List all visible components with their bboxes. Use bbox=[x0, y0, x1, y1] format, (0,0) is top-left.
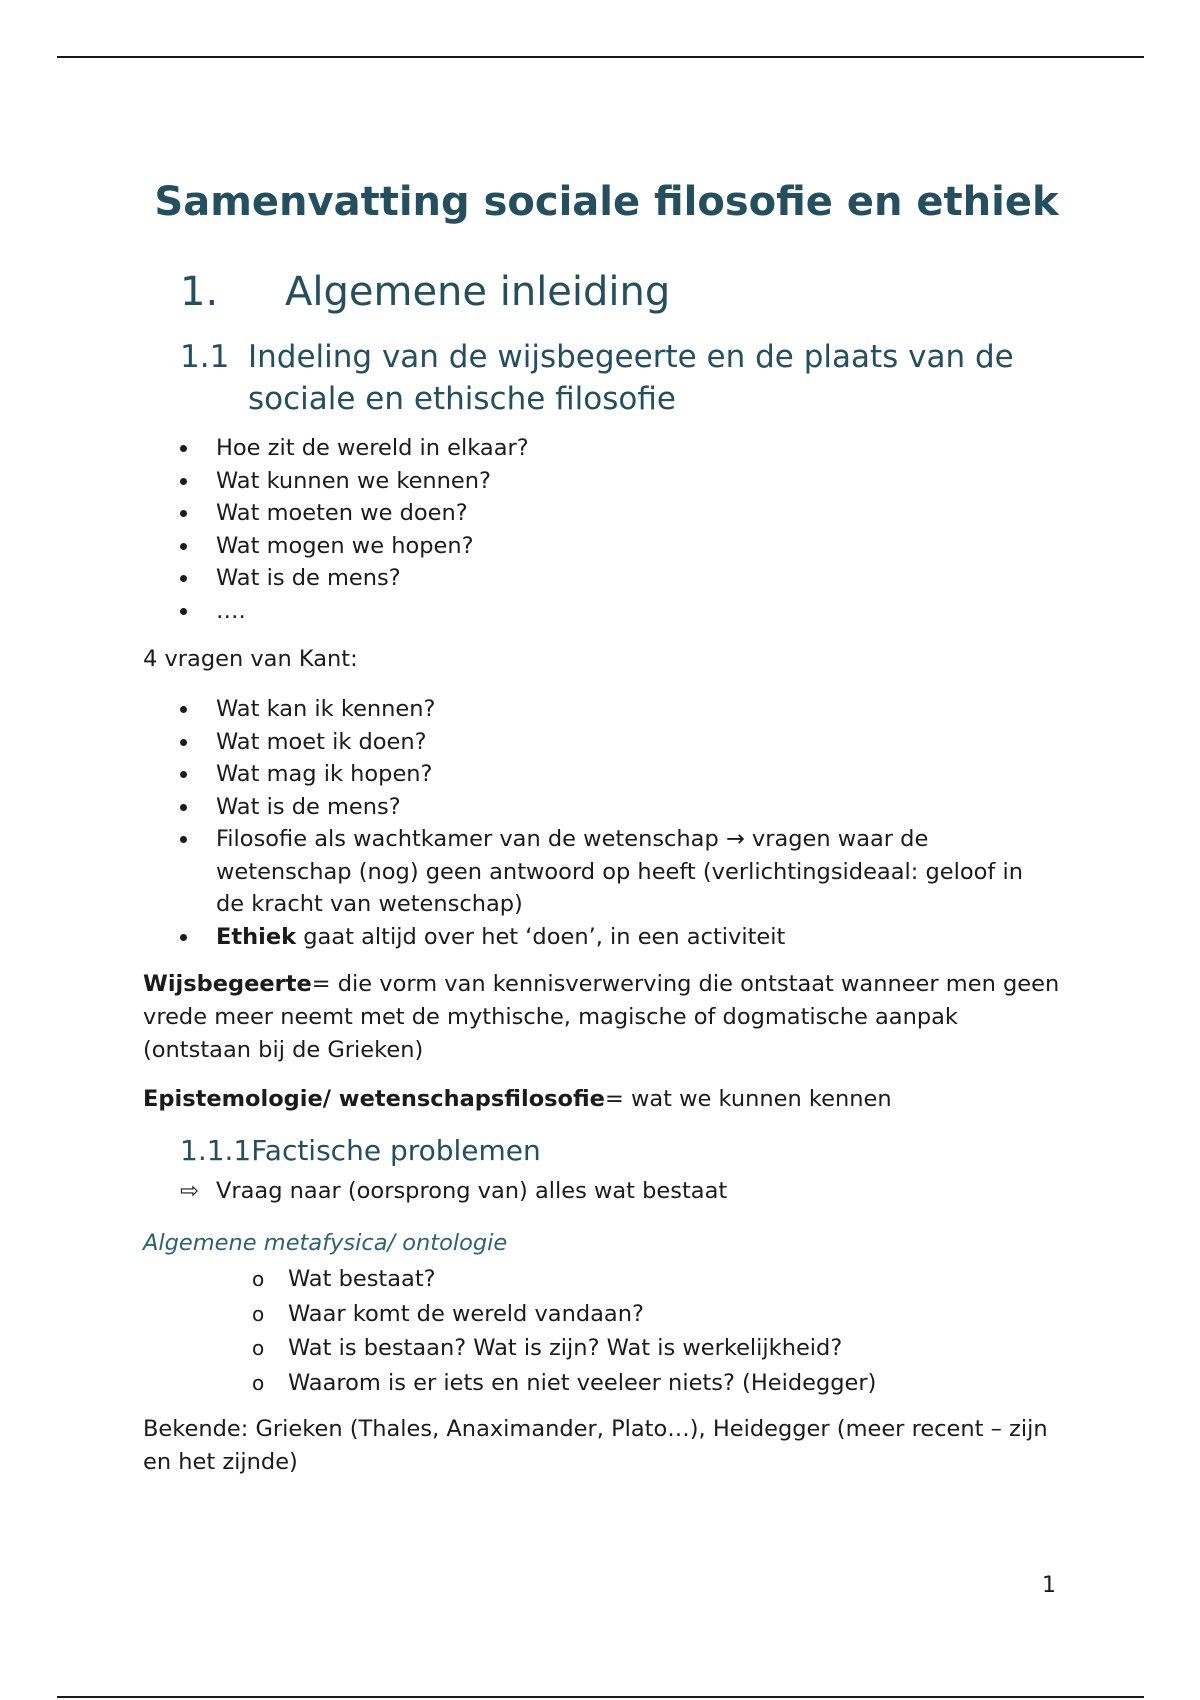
list-item: Wat mag ik hopen? bbox=[0, 758, 1056, 791]
header-rule bbox=[57, 56, 1144, 58]
bullet-icon bbox=[180, 608, 187, 615]
document-title: Samenvatting sociale filosofie en ethiek bbox=[154, 179, 1059, 225]
circle-bullet-icon: o bbox=[252, 1267, 265, 1291]
list-item: Hoe zit de wereld in elkaar? bbox=[0, 432, 1056, 465]
heading-2-text: Indeling van de wijsbegeerte en de plaats van de sociale en ethische filosofie bbox=[248, 339, 1014, 417]
bullet-icon bbox=[180, 804, 187, 811]
circle-bullet-icon: o bbox=[252, 1301, 265, 1326]
heading-1-number: 1. bbox=[180, 269, 219, 315]
list-item: Ethiek gaat altijd over het ‘doen’, in een activiteit bbox=[0, 921, 1056, 954]
list-item: o Waar komt de wereld vandaan? bbox=[0, 1297, 876, 1332]
list-item: Wat kan ik kennen? bbox=[0, 693, 1056, 726]
circle-bullet-icon: o bbox=[252, 1370, 265, 1395]
bullet-icon bbox=[180, 934, 187, 941]
list-item: Filosofie als wachtkamer van de wetenschap → vragen waar de wetenschap (nog) geen antwoord op heeft (verlichtingsideaal: geloof in de kracht van wetenschap) bbox=[0, 823, 1056, 921]
kant-intro: 4 vragen van Kant: bbox=[143, 646, 358, 672]
list-item: Wat moet ik doen? bbox=[0, 726, 1056, 759]
circle-bullet-icon: o bbox=[252, 1336, 265, 1360]
bullet-icon bbox=[180, 771, 187, 778]
list-item: o Waarom is er iets en niet veeleer niets? (Heidegger) bbox=[0, 1366, 876, 1401]
heading-2 bbox=[180, 336, 1060, 420]
metafysica-list bbox=[0, 1262, 876, 1400]
epistemologie-definition: Epistemologie/ wetenschapsfilosofie= wat we kunnen kennen bbox=[143, 1086, 892, 1112]
ethiek-term: Ethiek bbox=[216, 923, 297, 950]
kant-questions-list bbox=[0, 693, 1056, 953]
questions-list bbox=[0, 432, 1056, 627]
list-item: Wat kunnen we kennen? bbox=[0, 465, 1056, 498]
bullet-icon bbox=[180, 575, 187, 582]
bullet-icon bbox=[180, 543, 187, 550]
metafysica-heading: Algemene metafysica/ ontologie bbox=[143, 1230, 508, 1256]
heading-1 bbox=[180, 268, 670, 316]
bullet-icon bbox=[180, 739, 187, 746]
wijsbegeerte-definition: Wijsbegeerte= die vorm van kennisverwerving die ontstaat wanneer men geen vrede meer neemt met de mythische, magische of dogmatische aanpak (ontstaan bij de Grieken) bbox=[143, 971, 1060, 1063]
page-number: 1 bbox=[1042, 1573, 1056, 1598]
bullet-icon bbox=[180, 836, 187, 843]
list-item: o Wat is bestaan? Wat is zijn? Wat is werkelijkheid? bbox=[0, 1331, 876, 1366]
list-item: …. bbox=[0, 595, 1056, 628]
list-item: Wat is de mens? bbox=[0, 791, 1056, 824]
heading-3: 1.1.1Factische problemen bbox=[180, 1134, 541, 1167]
bullet-icon bbox=[180, 478, 187, 485]
list-item: Wat is de mens? bbox=[0, 562, 1056, 595]
arrow-item: ⇨ Vraag naar (oorsprong van) alles wat bestaat bbox=[180, 1175, 727, 1207]
arrow-right-icon: ⇨ bbox=[180, 1178, 199, 1204]
footer-rule bbox=[57, 1696, 1144, 1698]
epistemologie-term: Epistemologie/ wetenschapsfilosofie bbox=[143, 1086, 605, 1112]
list-item: Wat mogen we hopen? bbox=[0, 530, 1056, 563]
list-item: Wat moeten we doen? bbox=[0, 497, 1056, 530]
heading-1-text: Algemene inleiding bbox=[285, 269, 671, 315]
list-item: o Wat bestaat? bbox=[0, 1262, 876, 1297]
heading-2-number: 1.1 bbox=[180, 339, 230, 375]
bullet-icon bbox=[180, 510, 187, 517]
bullet-icon bbox=[180, 445, 187, 452]
bekende-paragraph: Bekende: Grieken (Thales, Anaximander, Plato…), Heidegger (meer recent – zijn en het zijnde) bbox=[143, 1416, 1048, 1475]
bullet-icon bbox=[180, 706, 187, 713]
wijsbegeerte-term: Wijsbegeerte bbox=[143, 971, 312, 997]
